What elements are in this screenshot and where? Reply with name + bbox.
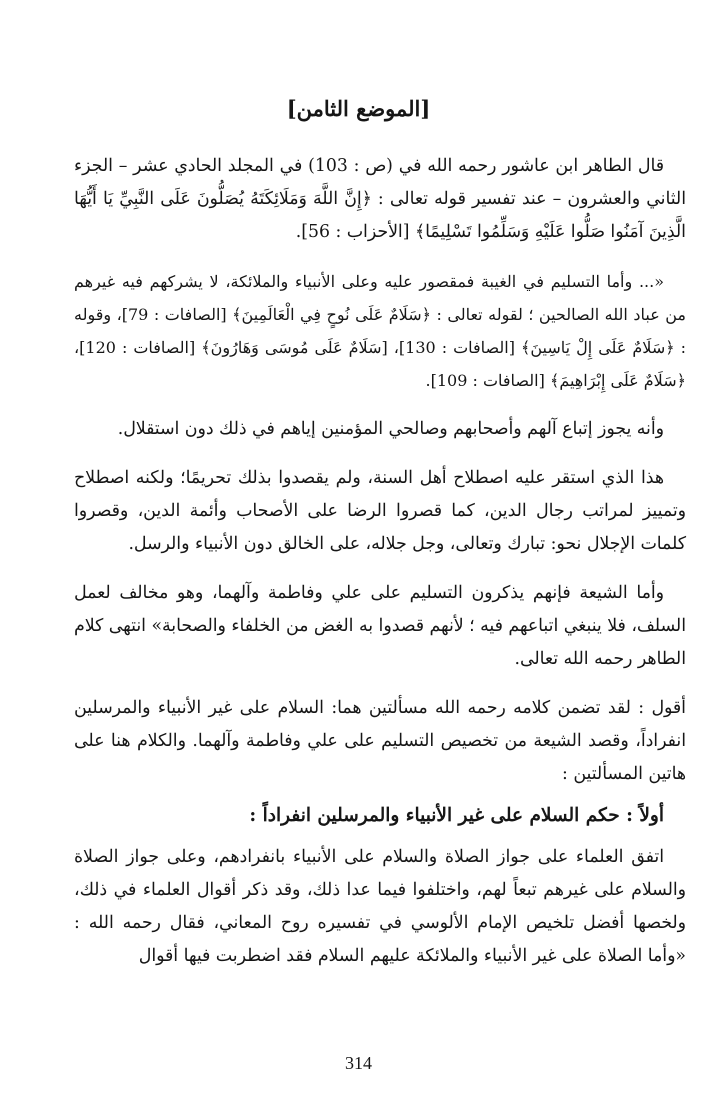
paragraph-quote: «... وأما التسليم في الغيبة فمقصور عليه وعلى الأنبياء والملائكة، لا يشركهم فيه غيرهم من عباد الله الصالحين ؛ لقوله تعالى : ﴿سَلَامٌ عَلَى نُوحٍ فِي الْعَالَمِينَ﴾ [الصافات : 79]، وقوله : ﴿سَلَامٌ عَلَى إِلْ يَاسِينَ﴾ [الصافات : 130]، [سَلَامٌ عَلَى مُوسَى وَهَارُونَ﴾ [الصافات : 120]، ﴿سَلَامٌ عَلَى إِبْرَاهِيمَ﴾ [الصافات : 109].: [74, 272, 686, 390]
subheading-first-issue: أولاً : حكم السلام على غير الأنبياء والمرسلين انفراداً :: [249, 805, 664, 826]
paragraph-two-issues: أقول : لقد تضمن كلامه رحمه الله مسألتين هما: السلام على غير الأنبياء والمرسلين انفراداً، وقصد الشيعة من تخصيص التسليم على علي وفاطمة وآلهما. والكلام هنا على هاتين المسألتين :: [74, 698, 686, 784]
paragraph-intro: قال الطاهر ابن عاشور رحمه الله في (ص : 103) في المجلد الحادي عشر – الجزء الثاني والعشرون – عند تفسير قوله تعالى : ﴿إِنَّ اللَّهَ وَمَلَائِكَتَهُ يُصَلُّونَ عَلَى النَّبِيِّ يَا أَيُّهَا الَّذِينَ آمَنُوا صَلُّوا عَلَيْهِ وَسَلِّمُوا تَسْلِيمًا﴾ [الأحزاب : 56].: [74, 156, 686, 242]
paragraph-scholars: اتفق العلماء على جواز الصلاة والسلام على الأنبياء بانفرادهم، وعلى جواز الصلاة والسلام على غيرهم تبعاً لهم، واختلفوا فيما عدا ذلك، وقد ذكر أقوال العلماء في ذلك، ولخصها أفضل تلخيص الإمام الألوسي في تفسيره روح المعاني، فقال رحمه الله : «وأما الصلاة على غير الأنبياء والملائكة عليهم السلام فقد اضطربت فيها أقوال: [74, 847, 686, 966]
paragraph-followers: وأنه يجوز إتباع آلهم وأصحابهم وصالحي المؤمنين إياهم في ذلك دون استقلال.: [117, 419, 664, 439]
page-body: [74, 150, 686, 973]
page-number: 314: [345, 1053, 372, 1073]
paragraph-shia: وأما الشيعة فإنهم يذكرون التسليم على علي وفاطمة وآلهما، وهو مخالف لعمل السلف، فلا ينبغي اتباعهم فيه ؛ لأنهم قصدوا به الغض من الخلفاء والصحابة» انتهى كلام الطاهر رحمه الله تعالى.: [74, 583, 686, 669]
paragraph-convention: هذا الذي استقر عليه اصطلاح أهل السنة، ولم يقصدوا بذلك تحريمًا؛ ولكنه اصطلاح وتمييز لمراتب رجال الدين، كما قصروا الرضا على الأصحاب وأئمة الدين، وقصروا كلمات الإجلال نحو: تبارك وتعالى، وجل جلاله، على الخالق دون الأنبياء والرسل.: [74, 468, 686, 554]
section-heading: [الموضع الثامن]: [286, 96, 431, 121]
